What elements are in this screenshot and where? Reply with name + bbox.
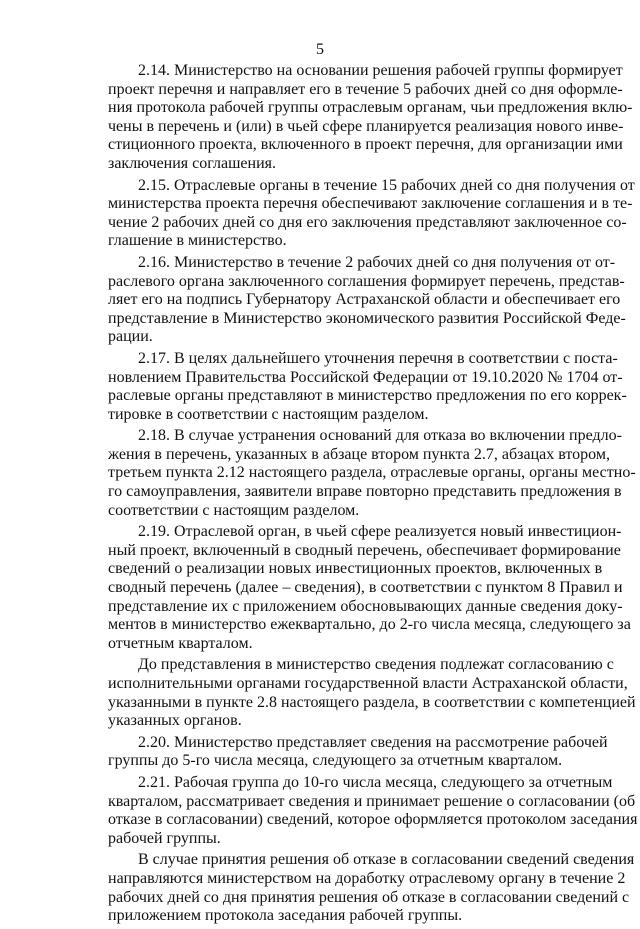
text-line: ный проект, включенный в сводный перечень, обеспечивает формирование — [108, 541, 621, 559]
text-line: глашение в министерство. — [108, 232, 287, 250]
text-line: указанными в пункте 2.8 настоящего раздела, в соответствии с компетенцией — [108, 693, 636, 711]
text-line: чение 2 рабочих дней со дня его заключения представляют заключенное со- — [108, 213, 627, 231]
text-line: 2.17. В целях дальнейшего уточнения перечня в соответствии с поста- — [138, 349, 618, 367]
text-line: отказе в согласовании) сведений, которое оформляется протоколом заседания — [108, 811, 638, 829]
text-line: 2.15. Отраслевые органы в течение 15 рабочих дней со дня получения от — [138, 176, 635, 194]
text-line: жения в перечень, указанных в абзаце втором пункта 2.7, абзацах втором, — [108, 445, 610, 463]
page-number: 5 — [316, 41, 324, 58]
text-line: рации. — [108, 328, 153, 346]
text-line: представление их с приложением обосновывающих данные сведения доку- — [108, 597, 623, 615]
text-line: чены в перечень и (или) в чьей сфере планируется реализация нового инве- — [108, 117, 624, 135]
text-line: стиционного проекта, включенного в проект перечня, для организации ими — [108, 136, 623, 154]
text-line: представление в Министерство экономического развития Российской Феде- — [108, 309, 626, 327]
text-line: направляются министерством на доработку отраслевому органу в течение 2 — [108, 869, 626, 887]
text-line: заключения соглашения. — [108, 154, 276, 172]
paragraph-p-2-18 — [108, 427, 636, 520]
text-line: раслевого органа заключенного соглашения формирует перечень, представ- — [108, 272, 625, 290]
paragraph-p-2-20 — [108, 733, 608, 771]
paragraph-p-2-21-b — [108, 851, 635, 925]
text-line: ляет его на подпись Губернатору Астраханской области и обеспечивает его — [108, 291, 621, 309]
paragraph-p-2-19 — [108, 523, 631, 653]
text-line: 2.21. Рабочая группа до 10-го числа месяца, следующего за отчетным — [138, 773, 613, 791]
text-line: 2.14. Министерство на основании решения рабочей группы формирует — [138, 62, 623, 79]
paragraph-p-2-16 — [108, 253, 626, 347]
text-line: исполнительными органами государственной власти Астраханской области, — [108, 675, 628, 692]
paragraph-p-2-14 — [108, 62, 633, 174]
text-line: отчетным кварталом. — [108, 634, 253, 652]
text-line: ния протокола рабочей группы отраслевым органам, чьи предложения вклю- — [108, 99, 633, 117]
text-line: рабочих дней со дня принятия решения об отказе в согласовании сведений с — [108, 888, 630, 906]
text-line: соответствии с настоящим разделом. — [108, 501, 360, 519]
text-line: указанных органов. — [108, 712, 242, 730]
paragraph-p-2-15 — [108, 176, 635, 251]
document-body — [108, 62, 638, 929]
text-line: сведений о реализации новых инвестиционных проектов, включенных в — [108, 560, 603, 578]
text-line: 2.16. Министерство в течение 2 рабочих дней со дня получения от от- — [138, 253, 616, 271]
paragraph-p-2-21 — [108, 773, 638, 848]
text-line: новлением Правительства Российской Федерации от 19.10.2020 № 1704 от- — [108, 368, 623, 386]
text-line: третьем пункта 2.12 настоящего раздела, отраслевые органы, органы местно- — [108, 464, 636, 482]
text-line: кварталом, рассматривает сведения и принимает решение о согласовании (об — [108, 792, 636, 810]
text-line: рабочей группы. — [108, 829, 221, 847]
text-line: тировке в соответствии с настоящим разделом. — [108, 405, 429, 423]
text-line: 2.18. В случае устранения оснований для отказа во включении предло- — [138, 427, 622, 445]
text-line: министерства проекта перечня обеспечивают заключение соглашения и в те- — [108, 195, 633, 213]
text-line: сводный перечень (далее – сведения), в соответствии с пунктом 8 Правил и — [108, 579, 623, 597]
text-line: го самоуправления, заявители вправе повторно представить предложения в — [108, 483, 622, 501]
text-line: приложением протокола заседания рабочей группы. — [108, 907, 463, 925]
text-line: 2.19. Отраслевой орган, в чьей сфере реализуется новый инвестицион- — [138, 523, 622, 541]
text-line: группы до 5-го числа месяца, следующего за отчетным кварталом. — [108, 752, 563, 770]
text-line: ментов в министерство ежеквартально, до 2-го числа месяца, следующего за — [108, 616, 631, 634]
paragraph-p-2-19-b — [108, 656, 636, 730]
text-line: проект перечня и направляет его в течение 5 рабочих дней со дня оформле- — [108, 80, 623, 98]
text-line: раслевые органы представляют в министерство предложения по его коррек- — [108, 387, 627, 405]
text-line: 2.20. Министерство представляет сведения на рассмотрение рабочей — [138, 733, 608, 751]
paragraph-p-2-17 — [108, 349, 627, 424]
text-line: В случае принятия решения об отказе в согласовании сведений сведения — [138, 851, 635, 869]
text-line: До представления в министерство сведения подлежат согласованию с — [138, 656, 614, 674]
